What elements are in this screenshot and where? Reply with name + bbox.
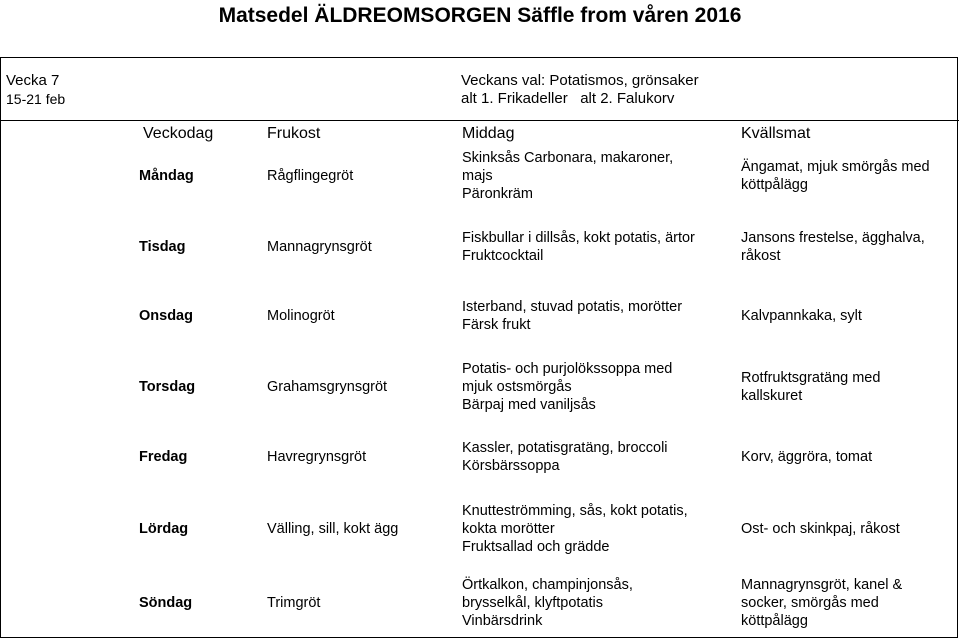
- middag-cell: [462, 144, 734, 208]
- day-name: Onsdag: [139, 308, 193, 324]
- header-kvallsmat: Kvällsmat: [741, 125, 811, 142]
- day-name: Fredag: [139, 449, 188, 465]
- kvallsmat-line: köttpålägg: [741, 177, 808, 193]
- kvallsmat-cell: [741, 283, 956, 349]
- day-name: Lördag: [139, 521, 189, 537]
- kvallsmat-line: köttpålägg: [741, 613, 808, 629]
- table-row: [1, 494, 959, 564]
- kvallsmat-line: kallskuret: [741, 388, 803, 404]
- weekly-choice-line1: Veckans val: Potatismos, grönsaker: [461, 72, 699, 89]
- week-info: [6, 72, 65, 108]
- middag-line: Fruktcocktail: [462, 248, 544, 264]
- frukost-cell: Mannagrynsgröt: [267, 239, 372, 255]
- table-row: [1, 283, 959, 349]
- kvallsmat-line: Mannagrynsgröt, kanel &: [741, 577, 903, 593]
- table-row: [1, 214, 959, 280]
- week-dates: 15-21 feb: [6, 91, 66, 107]
- middag-line: Knutteströmming, sås, kokt potatis,: [462, 503, 688, 519]
- kvallsmat-line: råkost: [741, 248, 781, 264]
- week-number: Vecka 7: [6, 72, 60, 89]
- middag-line: mjuk ostsmörgås: [462, 379, 572, 395]
- frukost-cell: Grahamsgrynsgröt: [267, 379, 388, 395]
- day-name: Söndag: [139, 595, 193, 611]
- menu-table: [0, 57, 958, 638]
- kvallsmat-cell: [741, 494, 956, 564]
- header-day: Veckodag: [143, 125, 214, 142]
- middag-cell: [462, 494, 734, 564]
- header-frukost: Frukost: [267, 125, 321, 142]
- frukost-cell: Rågflingegröt: [267, 168, 354, 184]
- kvallsmat-line: socker, smörgås med: [741, 595, 879, 611]
- middag-line: majs: [462, 168, 493, 184]
- middag-line: Vinbärsdrink: [462, 613, 543, 629]
- table-row: [1, 144, 959, 208]
- table-row: [1, 568, 959, 638]
- frukost-cell: Välling, sill, kokt ägg: [267, 521, 399, 537]
- day-name: Måndag: [139, 168, 194, 184]
- middag-line: Färsk frukt: [462, 317, 531, 333]
- frukost-cell: Havregrynsgröt: [267, 449, 367, 465]
- day-name: Tisdag: [139, 239, 186, 255]
- day-name: Torsdag: [139, 379, 196, 395]
- weekly-choice-line2: alt 1. Frikadeller alt 2. Falukorv: [461, 90, 675, 107]
- header-middag: Middag: [462, 125, 515, 142]
- frukost-cell: Trimgröt: [267, 595, 321, 611]
- middag-line: Isterband, stuvad potatis, morötter: [462, 299, 683, 315]
- kvallsmat-line: Rotfruktsgratäng med: [741, 370, 881, 386]
- middag-line: Potatis- och purjolökssoppa med: [462, 361, 673, 377]
- middag-cell: [462, 424, 734, 490]
- middag-line: brysselkål, klyftpotatis: [462, 595, 604, 611]
- kvallsmat-cell: [741, 424, 956, 490]
- middag-line: Örtkalkon, champinjonsås,: [462, 577, 633, 593]
- kvallsmat-cell: [741, 353, 956, 421]
- kvallsmat-line: Ost- och skinkpaj, råkost: [741, 521, 900, 537]
- middag-line: Fruktsallad och grädde: [462, 539, 610, 555]
- page-title: Matsedel ÄLDREOMSORGEN Säffle from våren 2016: [218, 4, 742, 27]
- middag-line: Skinksås Carbonara, makaroner,: [462, 150, 674, 166]
- middag-cell: [462, 568, 734, 638]
- middag-line: kokta morötter: [462, 521, 555, 537]
- middag-line: Fiskbullar i dillsås, kokt potatis, ärtor: [462, 230, 695, 246]
- kvallsmat-cell: [741, 568, 956, 638]
- middag-cell: [462, 283, 734, 349]
- frukost-cell: Molinogröt: [267, 308, 335, 324]
- weekly-choice: [461, 72, 699, 108]
- kvallsmat-cell: [741, 214, 956, 280]
- kvallsmat-line: Jansons frestelse, ägghalva,: [741, 230, 925, 246]
- middag-line: Kassler, potatisgratäng, broccoli: [462, 440, 668, 456]
- kvallsmat-line: Kalvpannkaka, sylt: [741, 308, 862, 324]
- middag-line: Körsbärssoppa: [462, 458, 560, 474]
- kvallsmat-line: Korv, äggröra, tomat: [741, 449, 873, 465]
- kvallsmat-cell: [741, 144, 956, 208]
- middag-cell: [462, 353, 734, 421]
- middag-line: Päronkräm: [462, 186, 533, 202]
- middag-cell: [462, 214, 734, 280]
- divider: [1, 120, 959, 121]
- table-row: [1, 353, 959, 421]
- middag-line: Bärpaj med vaniljsås: [462, 397, 596, 413]
- table-row: [1, 424, 959, 490]
- kvallsmat-line: Ängamat, mjuk smörgås med: [741, 159, 930, 175]
